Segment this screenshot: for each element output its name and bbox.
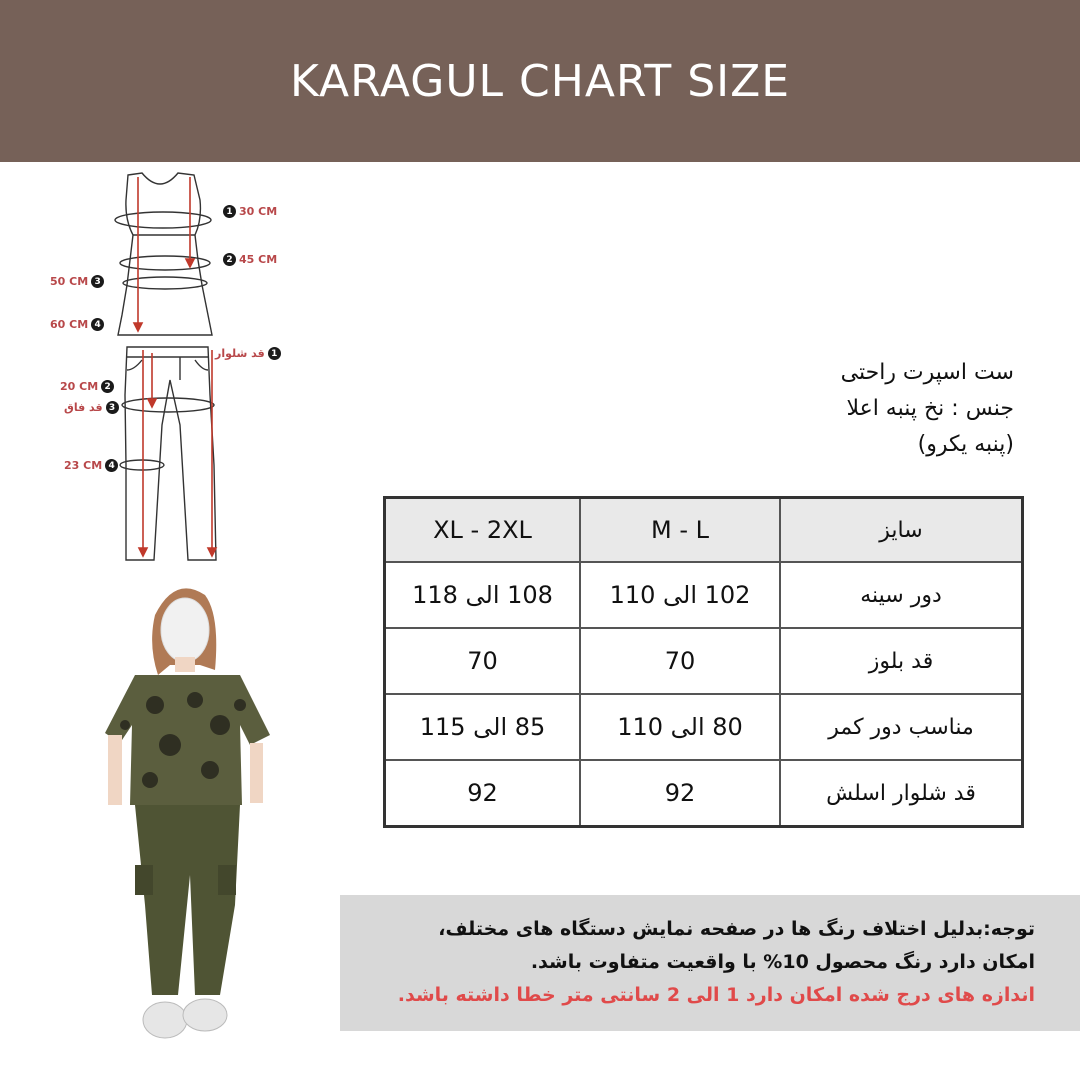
measure-label-3 (50, 275, 104, 288)
measure-value: 45 CM (239, 253, 278, 266)
measure-value: 60 CM (50, 318, 89, 331)
measure-value: قد شلوار (215, 347, 265, 360)
product-material: جنس : نخ پنبه اعلا (846, 396, 1014, 421)
measure-number: 2 (223, 253, 236, 266)
measure-label-1 (223, 205, 277, 218)
table-row-label: قد شلوار اسلش (780, 760, 1023, 827)
garment-diagram-icon (30, 165, 300, 565)
measure-value: 50 CM (50, 275, 89, 288)
measure-number: 2 (101, 380, 114, 393)
table-cell-ml: 92 (580, 760, 780, 827)
table-header-xl: XL - 2XL (385, 498, 581, 563)
table-cell-xl: 85 الی 115 (385, 694, 581, 760)
table-cell-xl: 92 (385, 760, 581, 827)
notice-line-3: اندازه های درج شده امکان دارد 1 الی 2 سانتی متر خطا داشته باشد. (397, 984, 1035, 1006)
measure-label-pants-2 (60, 380, 114, 393)
measure-number: 3 (91, 275, 104, 288)
measure-label-pants-4 (64, 459, 118, 472)
model-figure (100, 575, 290, 1075)
notice-text (398, 913, 1035, 1012)
measure-value: قد فاق (64, 401, 103, 414)
measure-label-4 (50, 318, 104, 331)
measure-number: 4 (105, 459, 118, 472)
measure-value: 30 CM (239, 205, 278, 218)
product-name: ست اسپرت راحتی (840, 360, 1014, 385)
table-cell-xl: 108 الی 118 (385, 562, 581, 628)
table-cell-ml: 80 الی 110 (580, 694, 780, 760)
table-row-label: قد بلوز (780, 628, 1023, 694)
notice-box (340, 895, 1080, 1031)
table-cell-ml: 102 الی 110 (580, 562, 780, 628)
table-row (385, 562, 1023, 628)
table-cell-xl: 70 (385, 628, 581, 694)
table-row-label: دور سینه (780, 562, 1023, 628)
table-row (385, 694, 1023, 760)
table-header-size: سایز (780, 498, 1023, 563)
measure-value: 20 CM (60, 380, 99, 393)
table-header-row (385, 498, 1023, 563)
table-cell-ml: 70 (580, 628, 780, 694)
table-header-ml: M - L (580, 498, 780, 563)
table-row (385, 760, 1023, 827)
product-material-detail: (پنبه یکرو) (917, 432, 1014, 457)
page-title: KARAGUL CHART SIZE (289, 55, 791, 107)
size-table (383, 496, 1024, 828)
table-row (385, 628, 1023, 694)
measure-value: 23 CM (64, 459, 103, 472)
measure-number: 1 (268, 347, 281, 360)
measure-label-pants-3 (64, 401, 119, 414)
notice-line-1: توجه:بدلیل اختلاف رنگ ها در صفحه نمایش دستگاه های مختلف، (438, 918, 1035, 940)
measure-number: 4 (91, 318, 104, 331)
measure-number: 3 (106, 401, 119, 414)
model-photo-icon (100, 575, 290, 1075)
garment-diagram-drawing (30, 165, 300, 565)
measure-label-2 (223, 253, 277, 266)
table-row-label: مناسب دور کمر (780, 694, 1023, 760)
product-description (841, 355, 1014, 463)
measure-label-pants-1 (215, 347, 281, 360)
measure-number: 1 (223, 205, 236, 218)
header-banner (0, 0, 1080, 162)
notice-line-2: امکان دارد رنگ محصول 10% با واقعیت متفاوت باشد. (530, 951, 1035, 973)
